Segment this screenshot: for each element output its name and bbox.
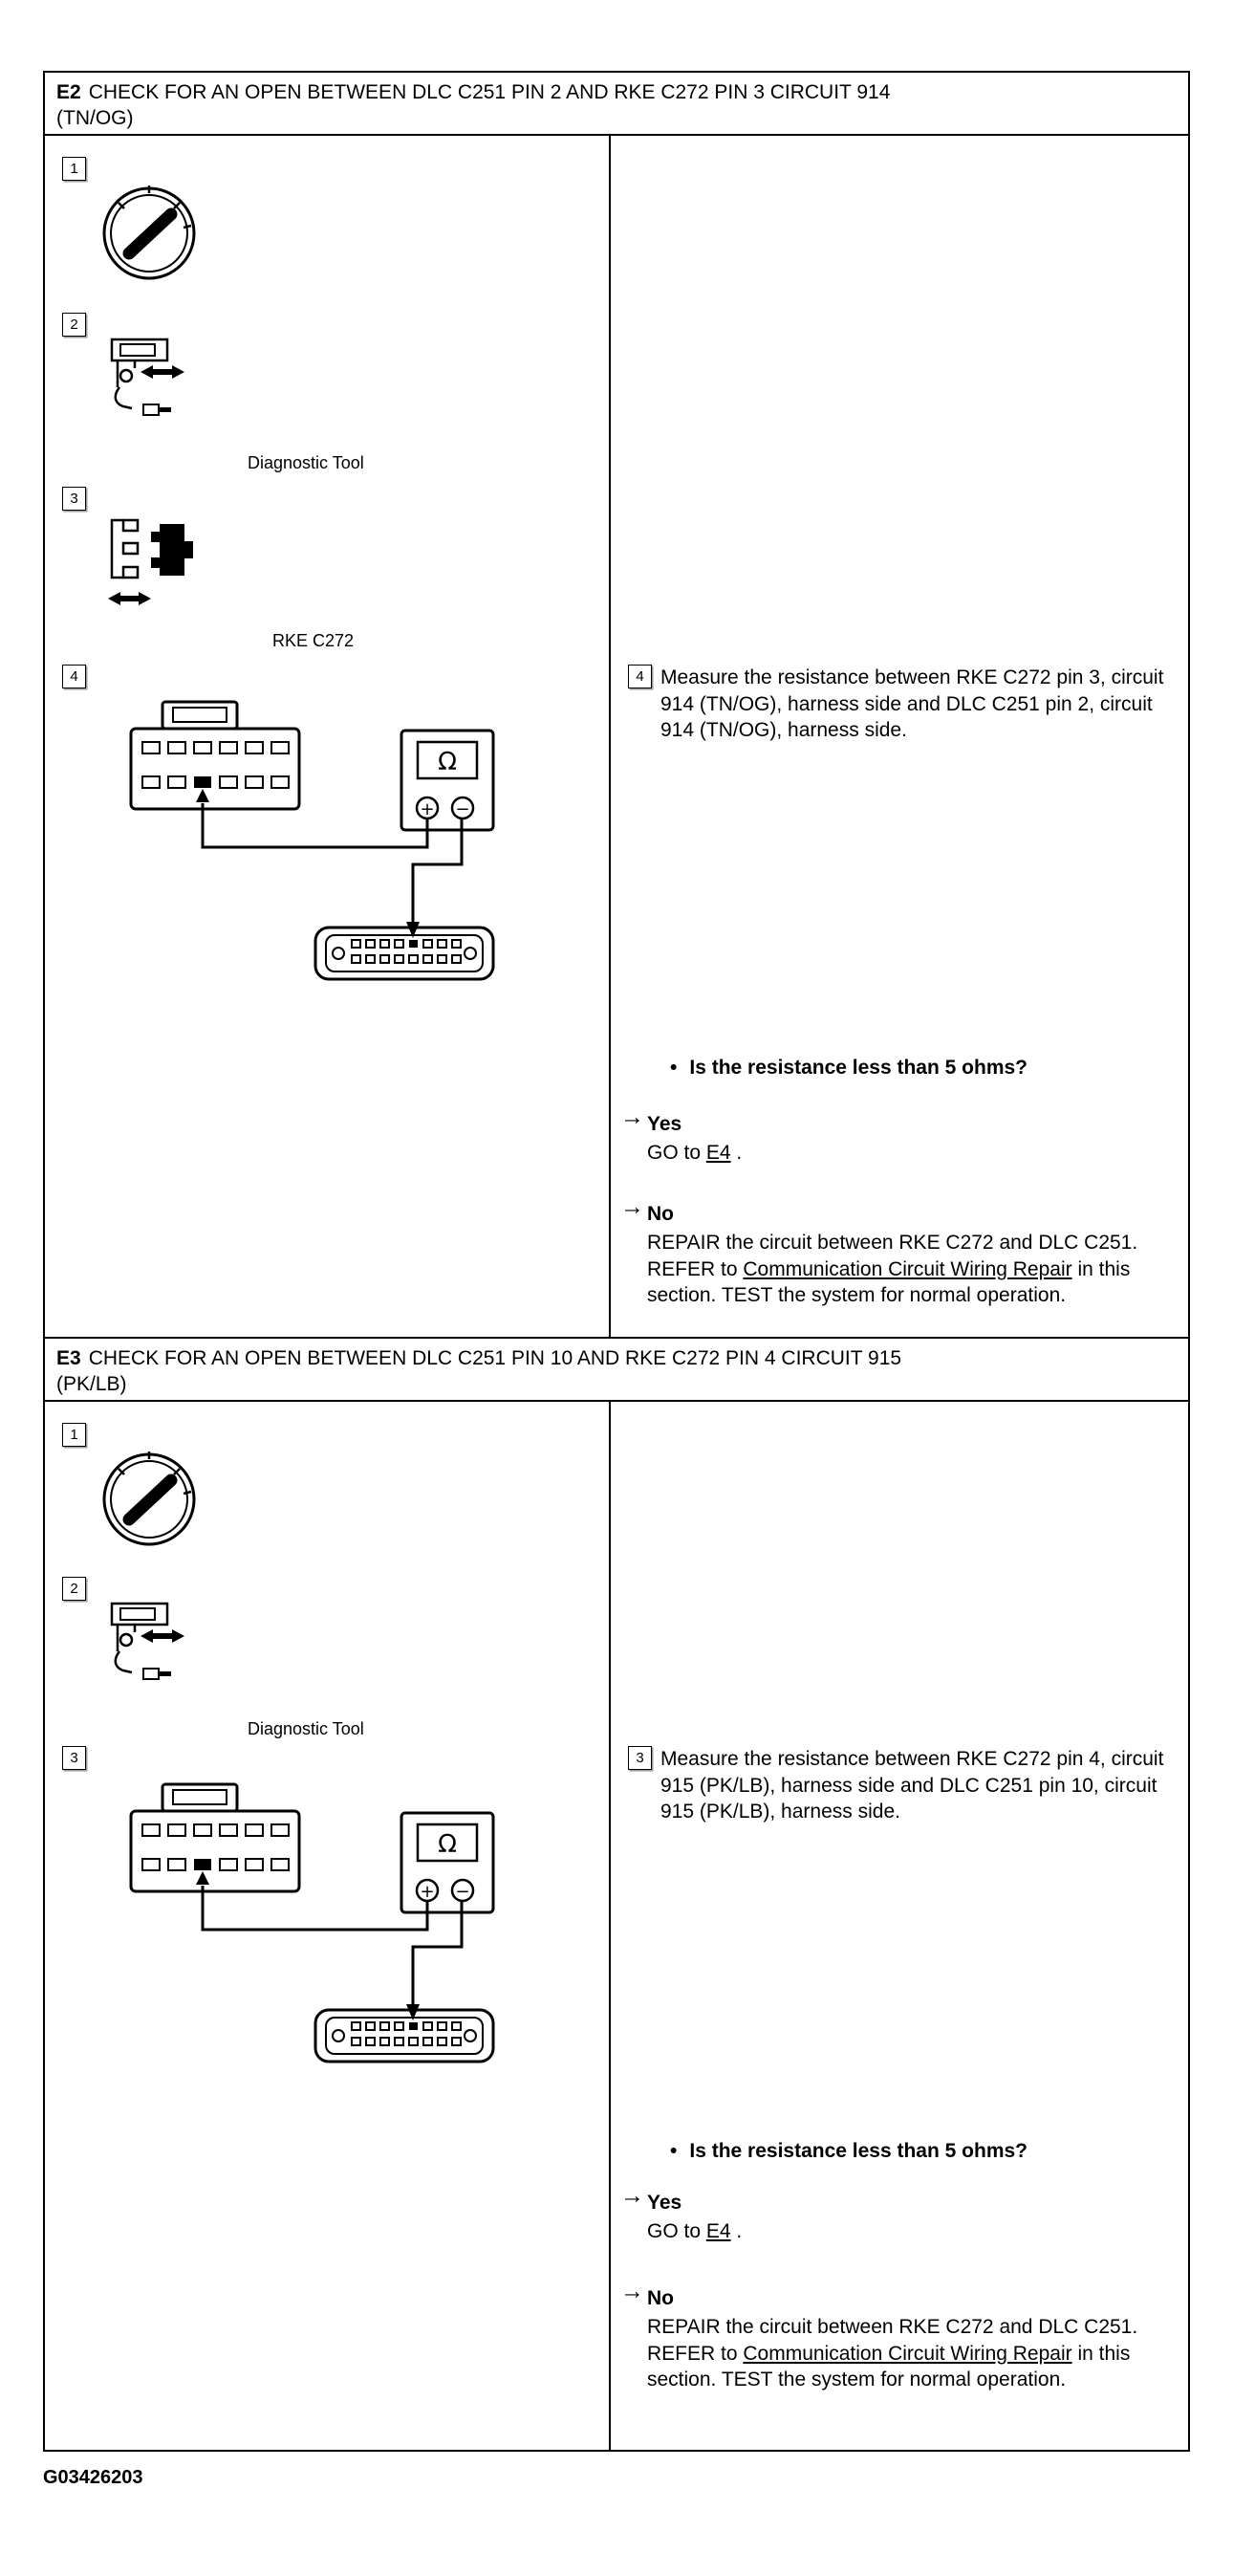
dlc-target-pin — [409, 2022, 418, 2030]
ohm-symbol: Ω — [438, 748, 457, 776]
link-communication-circuit-wiring-repair[interactable]: Communication Circuit Wiring Repair — [743, 2342, 1072, 2365]
step-number-1: 1 — [62, 157, 86, 181]
connector-lug — [151, 532, 160, 542]
probe-arrow-up-icon — [196, 789, 209, 802]
ohmmeter — [401, 731, 493, 830]
resistance-measurement-illustration — [119, 692, 561, 985]
plug-tab — [159, 407, 171, 412]
connector-housing — [160, 524, 184, 576]
bullet-icon: • — [670, 1057, 678, 1079]
step-number-4: 4 — [62, 665, 86, 688]
key-icon — [129, 214, 171, 253]
section-title-line1: CHECK FOR AN OPEN BETWEEN DLC C251 PIN 2 AND RKE C272 PIN 3 CIRCUIT 914 — [88, 81, 891, 103]
illustration-column — [45, 136, 609, 1337]
dlc-connector — [315, 928, 493, 979]
double-arrow-icon — [141, 365, 184, 379]
positive-terminal-label: + — [420, 1882, 435, 1902]
resistance-measurement-illustration — [119, 1775, 561, 2067]
pinpoint-test-e3 — [45, 1337, 1188, 2450]
ignition-switch-illustration — [95, 1444, 205, 1554]
section-body-e2 — [45, 136, 1188, 1337]
dlc-connector — [315, 2010, 493, 2062]
test-leads — [203, 803, 462, 922]
arrow-icon: → — [620, 1103, 644, 1130]
bullet-icon: • — [670, 2140, 678, 2162]
question-text: Is the resistance less than 5 ohms? — [689, 1057, 1028, 1079]
test-leads — [203, 1886, 462, 2004]
harness-connector — [131, 1784, 299, 1891]
step-number-2: 2 — [62, 1577, 86, 1601]
link-e4[interactable]: E4 — [705, 1142, 731, 1164]
target-pin — [194, 1859, 211, 1870]
harness-connector — [131, 702, 299, 809]
illustration-column — [45, 1402, 609, 2450]
positive-terminal-label: + — [420, 799, 435, 819]
target-pin — [194, 776, 211, 788]
no-action — [647, 1230, 1168, 1309]
ohm-symbol: Ω — [438, 1830, 457, 1859]
step-number-4: 4 — [628, 665, 652, 688]
negative-terminal-label: − — [455, 1882, 470, 1902]
step-number-2: 2 — [62, 313, 86, 337]
arrow-icon: → — [620, 2278, 644, 2304]
no-action-part1: REPAIR the circuit between RKE C272 and DLC C251. REFER to — [647, 2316, 1138, 2365]
bracket — [112, 520, 138, 578]
diagnostic-tool-illustration — [91, 335, 220, 435]
instruction-text: Measure the resistance between RKE C272 pin 4, circuit 915 (PK/LB), harness side and DLC C251 pin 10, circuit 915 (PK/LB), harness side. — [660, 1748, 1164, 1823]
instruction-column — [609, 136, 1188, 1337]
step-number-3: 3 — [62, 487, 86, 511]
no-action — [647, 2314, 1168, 2393]
arrow-icon: → — [620, 2182, 644, 2209]
yes-action — [647, 2218, 742, 2245]
tool-body — [112, 1604, 167, 1679]
arrow-icon: → — [620, 1193, 644, 1220]
no-action-part2: in this section. TEST the system for normal operation. — [647, 2342, 1131, 2391]
pinpoint-test-e2 — [45, 73, 1188, 1337]
procedure-table — [43, 71, 1190, 2452]
ignition-switch-illustration — [95, 178, 205, 288]
caption-rke-c272: RKE C272 — [272, 631, 355, 650]
diagnostic-tool-illustration — [91, 1599, 220, 1699]
yes-action — [647, 1140, 742, 1167]
link-e4[interactable]: E4 — [705, 2220, 731, 2242]
probe-arrow-up-icon — [196, 1871, 209, 1885]
double-arrow-icon — [141, 1629, 184, 1643]
dlc-target-pin — [409, 940, 418, 948]
no-label: No — [647, 2287, 674, 2309]
double-arrow-icon — [108, 592, 151, 605]
plug-tab — [159, 1671, 171, 1676]
section-id: E2 — [56, 81, 81, 103]
no-label: No — [647, 1203, 674, 1225]
caption-diagnostic-tool: Diagnostic Tool — [248, 1719, 364, 1738]
yes-action-prefix: GO to — [647, 1142, 706, 1164]
yes-action-suffix: . — [730, 2220, 743, 2242]
question-row — [670, 1057, 1028, 1080]
no-action-part1: REPAIR the circuit between RKE C272 and DLC C251. REFER to — [647, 1232, 1138, 1280]
step-number-3: 3 — [62, 1746, 86, 1770]
section-title-line2: (PK/LB) — [56, 1373, 127, 1396]
tool-body — [112, 339, 167, 415]
connector-lug — [151, 557, 160, 568]
step-number-1: 1 — [62, 1423, 86, 1447]
instruction-text: Measure the resistance between RKE C272 pin 3, circuit 914 (TN/OG), harness side and DLC C251 pin 2, circuit 914 (TN/OG), harness side. — [660, 666, 1164, 742]
question-text: Is the resistance less than 5 ohms? — [689, 2140, 1028, 2162]
connector-tab — [184, 541, 193, 558]
step-number-3: 3 — [628, 1746, 652, 1770]
section-header-e3 — [45, 1339, 1188, 1402]
yes-action-prefix: GO to — [647, 2220, 706, 2242]
section-header-e2 — [45, 73, 1188, 136]
figure-id: G03426203 — [43, 2467, 143, 2488]
instruction-column — [609, 1402, 1188, 2450]
rke-connector-illustration — [91, 511, 220, 618]
caption-diagnostic-tool: Diagnostic Tool — [248, 453, 364, 472]
key-icon — [129, 1480, 171, 1519]
yes-label: Yes — [647, 2192, 682, 2214]
no-action-part2: in this section. TEST the system for normal operation. — [647, 1257, 1131, 1307]
section-title-line1: CHECK FOR AN OPEN BETWEEN DLC C251 PIN 10 AND RKE C272 PIN 4 CIRCUIT 915 — [88, 1347, 902, 1369]
yes-action-suffix: . — [730, 1142, 743, 1164]
negative-terminal-label: − — [455, 799, 470, 819]
ohmmeter — [401, 1813, 493, 1912]
section-body-e3 — [45, 1402, 1188, 2450]
yes-label: Yes — [647, 1113, 682, 1135]
link-communication-circuit-wiring-repair[interactable]: Communication Circuit Wiring Repair — [743, 1257, 1072, 1280]
section-id: E3 — [56, 1347, 81, 1369]
question-row — [670, 2140, 1028, 2163]
section-title-line2: (TN/OG) — [56, 107, 134, 130]
